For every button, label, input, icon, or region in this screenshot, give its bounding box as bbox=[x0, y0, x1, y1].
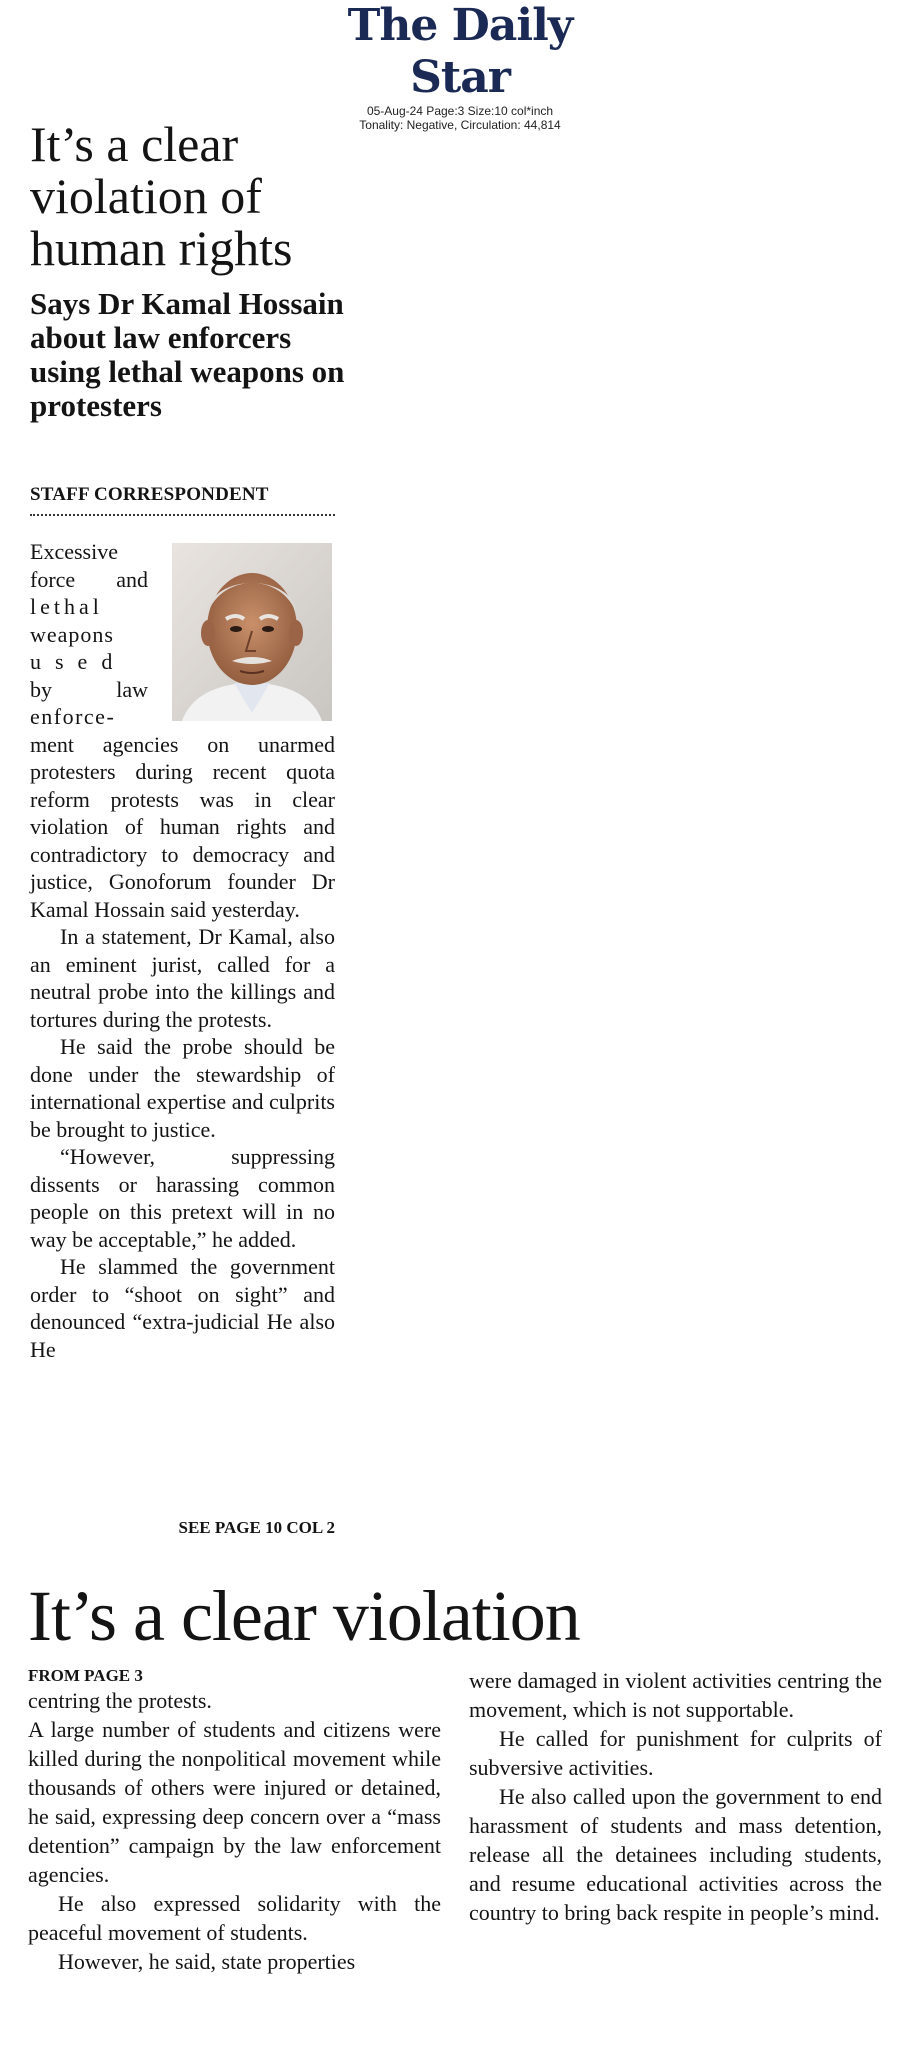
wrap-line: lethal bbox=[30, 594, 103, 619]
continuation-column-1 bbox=[28, 1666, 441, 1976]
paragraph-4: “However, suppressing dissents or harassing common people on this pretext will in no way be acceptable,” he added. bbox=[30, 1144, 335, 1252]
article-subhead: Says Dr Kamal Hossain about law enforcers using lethal weapons on protesters bbox=[30, 286, 345, 423]
from-page-label: FROM PAGE 3 bbox=[28, 1666, 143, 1685]
continuation-paragraph: He also expressed solidarity with the peaceful movement of students. bbox=[28, 1891, 441, 1945]
continuation-column-2 bbox=[469, 1666, 882, 1927]
wrap-line: Excessive bbox=[30, 539, 118, 564]
paragraph-1-text: ment agencies on unarmed protesters during recent quota reform protests was in clear violation of human rights and contradictory to democracy and justice, Gonoforum founder Dr Kamal Hossain said yesterday. bbox=[30, 731, 335, 922]
wrap-line: weapons bbox=[30, 621, 114, 647]
continuation-headline: It’s a clear violation bbox=[28, 1576, 580, 1656]
article-headline: It’s a clear violation of human rights bbox=[30, 116, 293, 276]
paragraph-1 bbox=[30, 538, 335, 923]
newspaper-logo: The Daily Star bbox=[347, 0, 573, 103]
article-body bbox=[30, 538, 335, 1363]
continuation-paragraph: He called for punishment for culprits of subversive activities. bbox=[469, 1726, 882, 1780]
clipping-meta-tonality: Tonality: Negative, Circulation: 44,814 bbox=[359, 118, 561, 132]
paragraph-3: He said the probe should be done under the stewardship of international expertise and culprits be brought to justice. bbox=[30, 1034, 335, 1142]
paragraph-2: In a statement, Dr Kamal, also an eminent jurist, called for a neutral probe into the killings and tortures during the protests. bbox=[30, 924, 335, 1032]
wrap-line: by law bbox=[30, 676, 148, 702]
continuation-paragraph: A large number of students and citizens were killed during the nonpolitical movement while thousands of others were injured or detained, he said, expressing deep concern over a “mass detention” campaign by the law enforcement agencies. bbox=[28, 1717, 441, 1887]
continuation-paragraph: were damaged in violent activities centring the movement, which is not supportable. bbox=[469, 1668, 882, 1722]
wrap-line: enforce- bbox=[30, 704, 116, 729]
continuation-paragraph: centring the protests. bbox=[28, 1688, 212, 1713]
byline: STAFF CORRESPONDENT bbox=[30, 484, 335, 516]
continuation-paragraph: However, he said, state properties bbox=[58, 1949, 356, 1974]
wrap-line: used bbox=[30, 649, 127, 674]
clipping-meta-size: 05-Aug-24 Page:3 Size:10 col*inch bbox=[366, 104, 554, 118]
continuation-paragraph: He also called upon the government to end harassment of students and mass detention, release all the detainees including students, and resume educational activities across the country to bring back respite in people’s mind. bbox=[469, 1784, 882, 1925]
wrap-line: force and bbox=[30, 566, 148, 592]
paragraph-5: He slammed the government order to “shoot on sight” and denounced “extra-judicial He also He bbox=[30, 1254, 335, 1362]
masthead bbox=[300, 0, 620, 132]
jump-reference: SEE PAGE 10 COL 2 bbox=[178, 1518, 335, 1537]
